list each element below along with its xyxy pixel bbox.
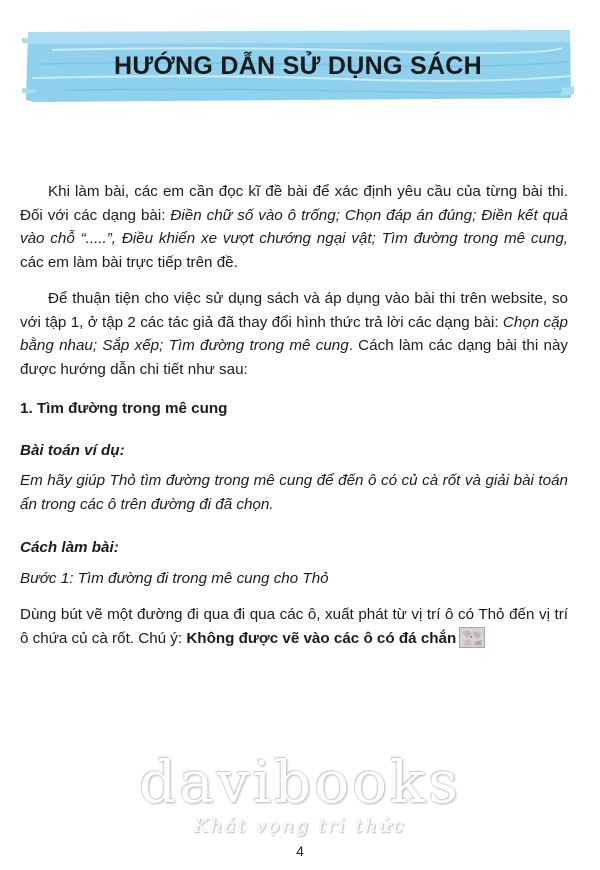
intro-paragraph-2 [20,287,568,381]
watermark-brand: davibooks [139,748,461,816]
step1-text: Dùng bút vẽ một đường đi qua đi qua các ô, xuất phát từ vị trí ô có Thỏ đến vị trí ô chứa củ cà rốt. Chú ý: [20,606,568,647]
intro-p1-exercise-types: Điền chữ số vào ô trống; Chọn đáp án đúng; Điền kết quả vào chỗ “.....”, Điều khiển xe vượt chướng ngại vật; Tìm đường trong mê cung, [20,206,568,247]
intro-p1-tail: các em làm bài trực tiếp trên đề. [20,253,238,271]
intro-p2-tail: . Cách làm các dạng bài thi này được hướng dẫn chi tiết như sau: [20,337,568,378]
content-body [20,180,568,663]
intro-paragraph-1 [20,180,568,274]
stone-block-icon [459,627,485,648]
page-number: 4 [296,843,304,859]
page-title: HƯỚNG DẪN SỬ DỤNG SÁCH [113,51,483,80]
example-text: Em hãy giúp Thỏ tìm đường trong mê cung để đến ô có củ cà rốt và giải bài toán ẩn trong các ô trên đường đi đã chọn. [20,472,568,513]
watermark-slogan: Khát vọng tri thức [194,815,406,837]
intro-p2-text: Để thuận tiện cho việc sử dụng sách và áp dụng vào bài thi trên website, so với tập 1, ở tập 2 các tác giả đã thay đổi hình thức trả lời các dạng bài: [20,290,568,331]
step1-title: Bước 1: Tìm đường đi trong mê cung cho Thỏ [20,569,329,587]
title-banner [22,28,574,104]
section-heading: 1. Tìm đường trong mê cung [20,400,228,417]
method-heading: Cách làm bài: [20,539,119,556]
intro-p2-changed-types: Chọn cặp bằng nhau; Sắp xếp; Tìm đường trong mê cung [20,313,569,354]
intro-p1-text: Khi làm bài, các em cần đọc kĩ đề bài để xác định yêu cầu của từng bài thi. Đối với các dạng bài: [20,183,568,224]
example-heading: Bài toán ví dụ: [20,441,125,459]
step1-paragraph [20,603,568,650]
step1-warning: Không được vẽ vào các ô có đá chắn [186,629,457,647]
